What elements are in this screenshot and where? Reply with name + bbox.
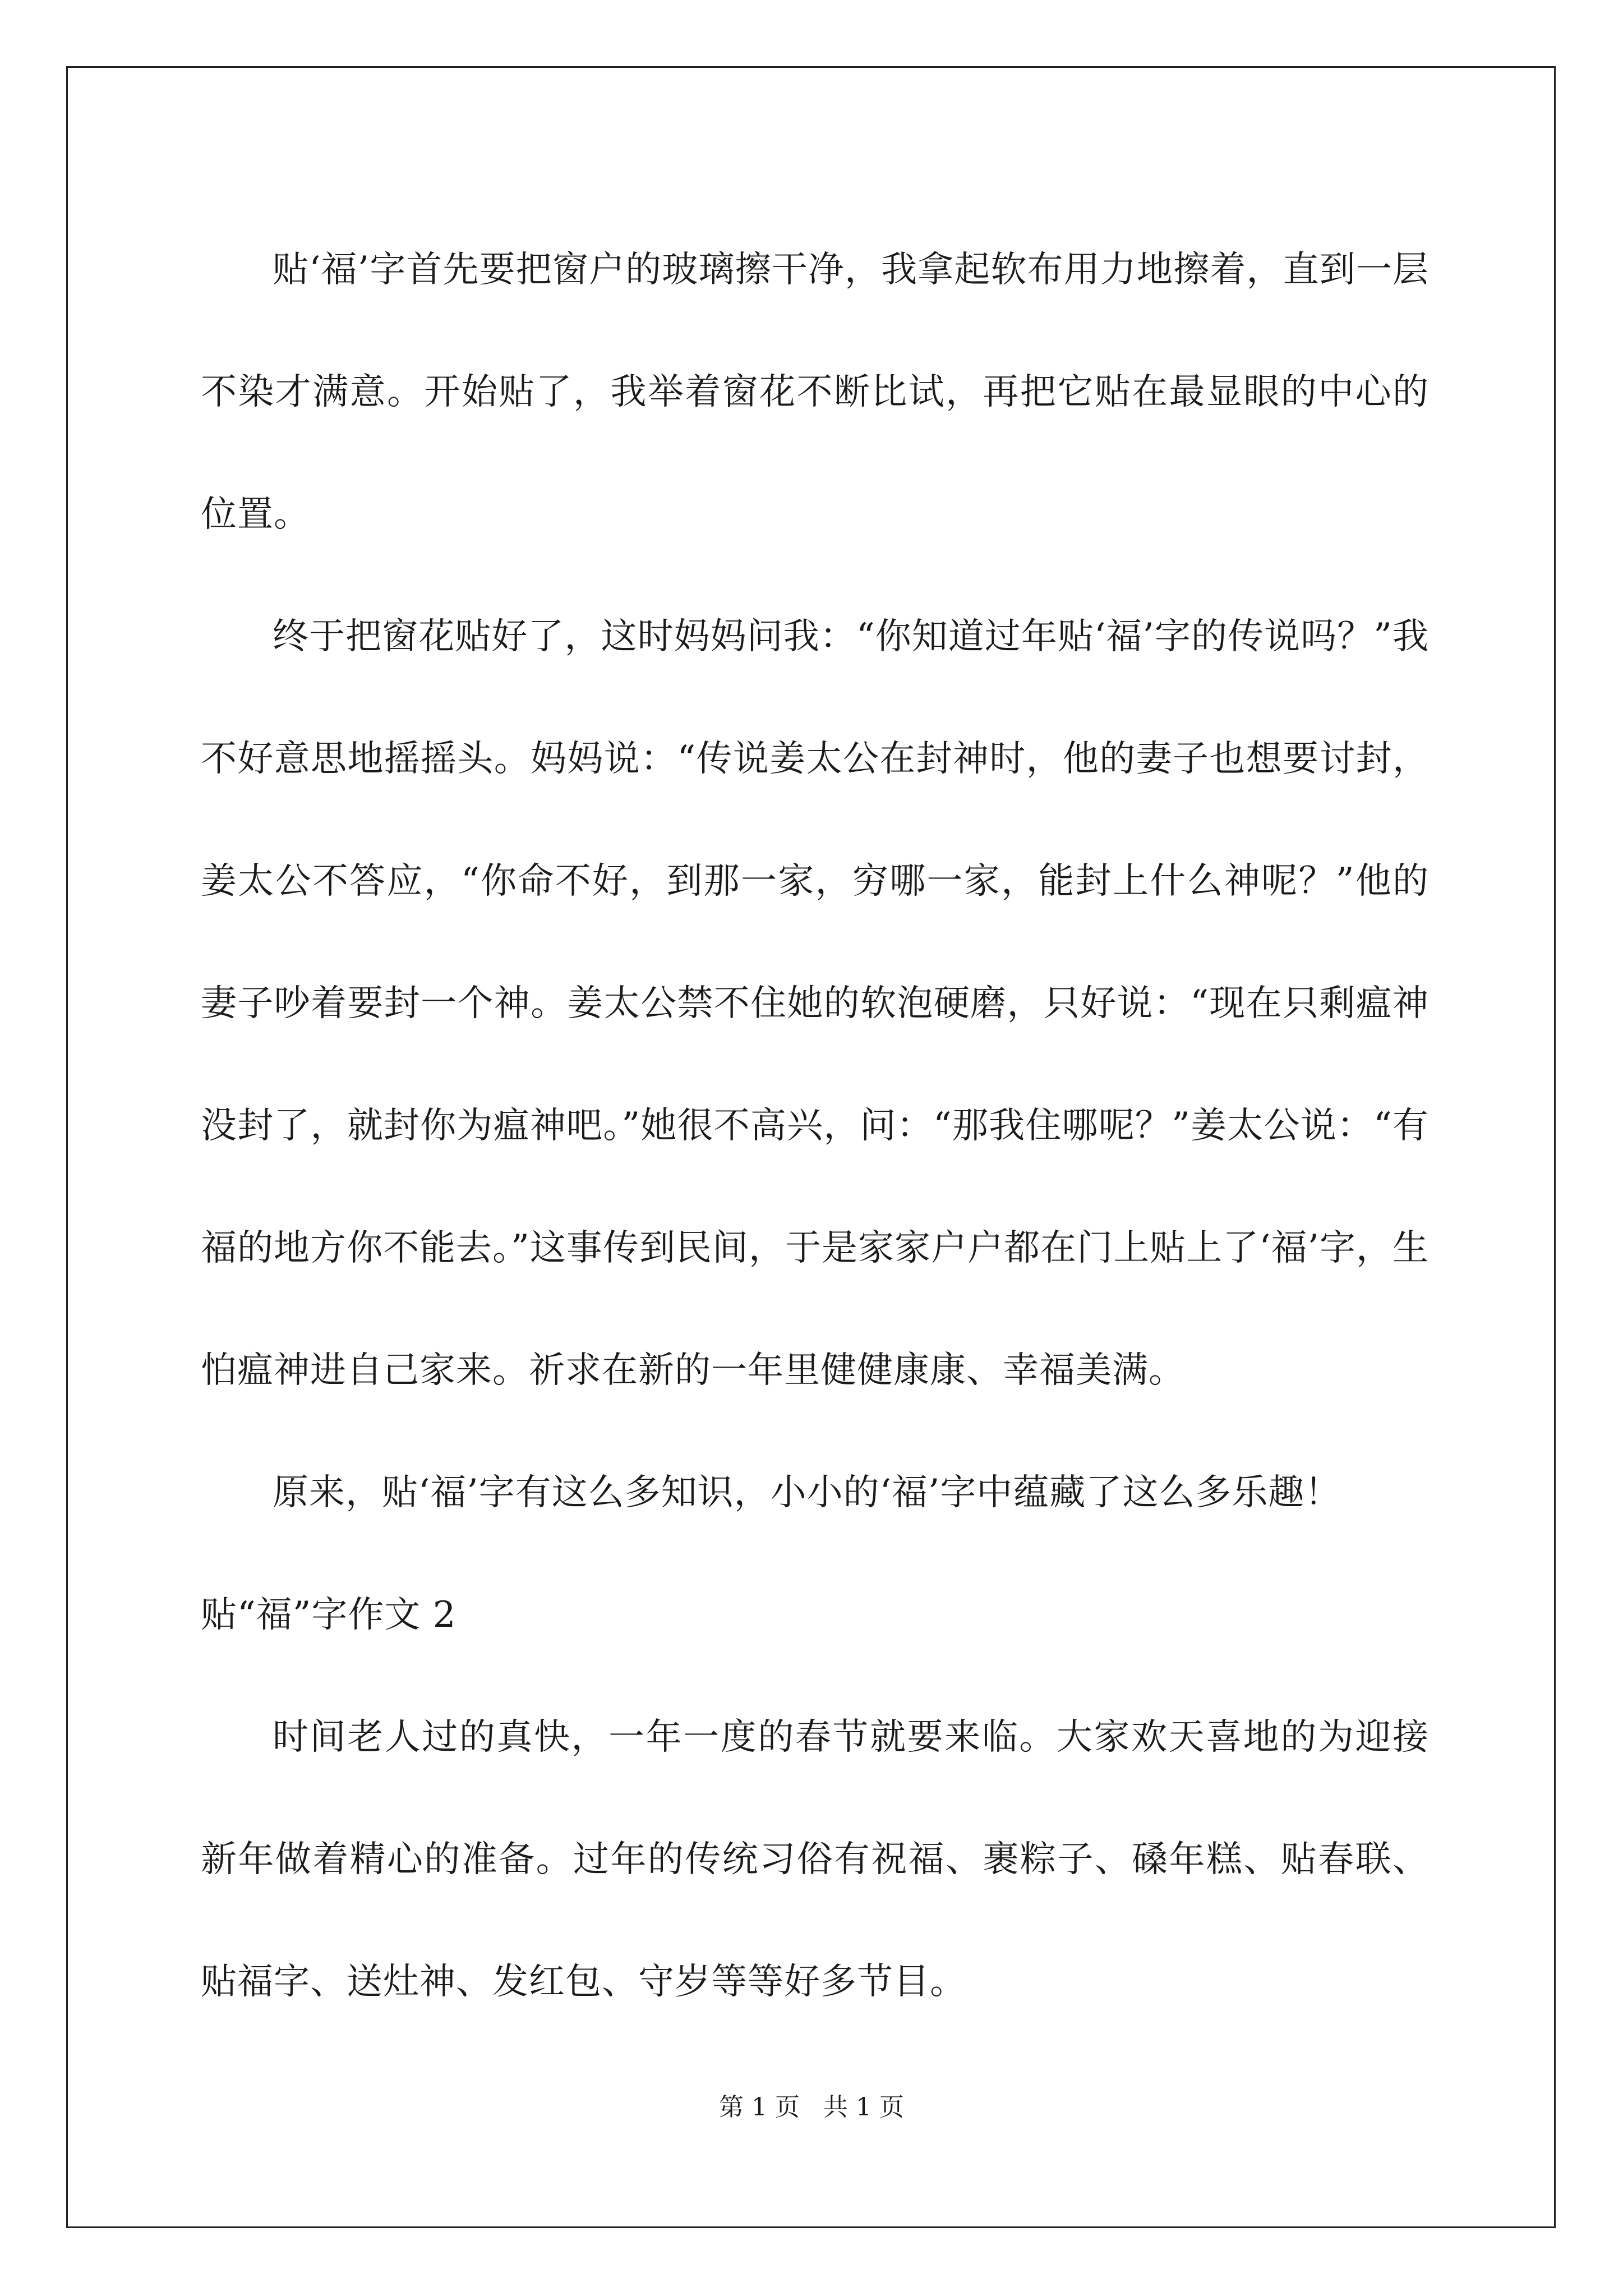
paragraph-2: 终于把窗花贴好了，这时妈妈问我：“你知道过年贴‘福’字的传说吗？”我不好意思地摇摇头。妈妈说：“传说姜太公在封神时，他的妻子也想要讨封，姜太公不答应，“你命不好，到那一家，穷哪一家，能封上什么神呢？”他的妻子吵着要封一个神。姜太公禁不住她的软泡硬磨，只好说：“现在只剩瘟神没封了，就封你为瘟神吧。”她很不高兴，问：“那我住哪呢？”姜太公说：“有福的地方你不能去。”这事传到民间，于是家家户户都在门上贴上了‘福’字，生怕瘟神进自己家来。祈求在新的一年里健健康康、幸福美满。 (201, 616, 1429, 1391)
document-body (201, 209, 1429, 2043)
paragraph-3: 原来，贴‘福’字有这么多知识，小小的‘福’字中蕴藏了这么多乐趣！ (273, 1472, 1341, 1513)
page-number-total: 共 1 页 (823, 2093, 904, 2122)
page-footer (0, 2087, 1623, 2123)
section-title: 贴“福”字作文 2 (201, 1594, 457, 1636)
page-number-current: 第 1 页 (719, 2093, 800, 2122)
paragraph-1: 贴‘福’字首先要把窗户的玻璃擦干净，我拿起软布用力地擦着，直到一层不染才满意。开始贴了，我举着窗花不断比试，再把它贴在最显眼的中心的位置。 (201, 249, 1429, 535)
section-paragraph-1: 时间老人过的真快，一年一度的春节就要来临。大家欢天喜地的为迎接新年做着精心的准备。过年的传统习俗有祝福、裹粽子、磉年糕、贴春联、贴福字、送灶神、发红包、守岁等等好多节目。 (201, 1717, 1429, 2003)
